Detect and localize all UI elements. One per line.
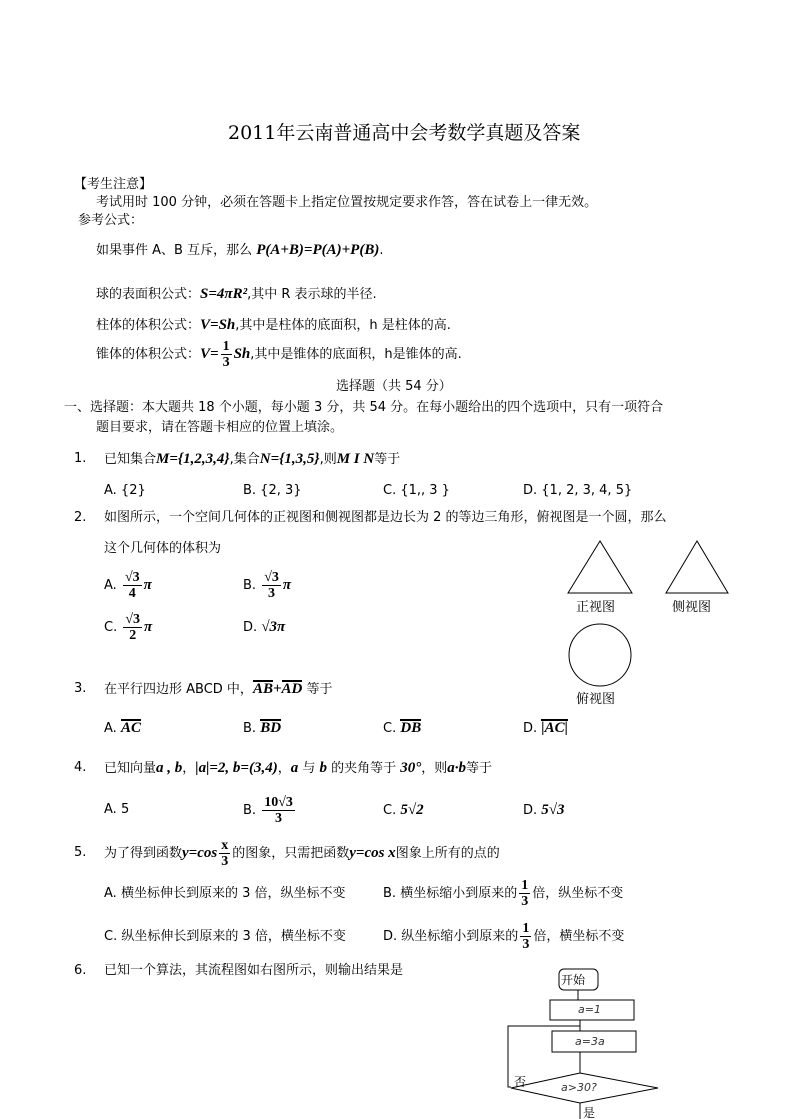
text: ,集合 [229, 452, 260, 467]
label: C. [383, 721, 397, 736]
q2-stem-2: 这个几何体的体积为 [104, 541, 222, 556]
q1-option-a: A. {2} [104, 483, 146, 498]
label: D. [523, 721, 538, 736]
math: N={1,3,5} [259, 451, 320, 467]
label: A. [104, 721, 117, 736]
section-intro-2: 题目要求，请在答题卡相应的位置上填涂。 [96, 420, 344, 435]
flow-yes-label: 是 [583, 1106, 596, 1119]
q5-option-a [104, 885, 345, 903]
q4-option-c [383, 801, 424, 820]
notice-text: 考试用时 100 分钟，必须在答题卡上指定位置按规定要求作答，答在试卷上一律无效。 [96, 195, 598, 210]
q3-number: 3. [74, 681, 87, 696]
numerator: 1 [222, 339, 230, 354]
text: ， [182, 761, 196, 776]
math: y=cos x [349, 845, 396, 861]
math: P(A+B)=P(A)+P(B) [256, 242, 380, 258]
vector: AB [252, 681, 273, 697]
denominator: 3 [268, 586, 276, 601]
text: 与 [298, 761, 320, 776]
numerator: x [221, 838, 229, 853]
text: ,其中 R 表示球的半径. [247, 287, 377, 302]
q3-option-b [243, 719, 281, 738]
text: 等于 [374, 452, 401, 467]
q1-number: 1. [74, 451, 87, 466]
q2-number: 2. [74, 510, 87, 525]
notice-heading: 【考生注意】 [74, 177, 153, 192]
fraction [520, 921, 531, 952]
numerator: √3 [125, 612, 141, 627]
q2-stem: 如图所示，一个空间几何体的正视图和侧视图都是边长为 2 的等边三角形，俯视图是一个圆，那么 [104, 510, 667, 525]
label: A. [104, 802, 117, 817]
text: 纵坐标伸长到原来的 3 倍，横坐标不变 [121, 929, 346, 944]
front-view-triangle [568, 541, 632, 593]
q4-stem [104, 759, 492, 778]
math: a·b [447, 760, 467, 776]
math: V=Sh [200, 317, 236, 333]
math: y=cos [182, 845, 218, 861]
q5-option-b [383, 878, 623, 910]
formula-heading: 参考公式： [78, 213, 144, 228]
q4-number: 4. [74, 760, 87, 775]
label: B. [243, 803, 257, 818]
numerator: √3 [264, 570, 279, 585]
fraction [262, 795, 295, 826]
q1-option-d: D. {1, 2, 3, 4, 5} [523, 483, 633, 498]
fraction [519, 878, 530, 909]
math: S=4πR² [200, 286, 248, 302]
numerator: 10√3 [264, 795, 293, 810]
text: 如果事件 A、B 互斥，那么 [96, 243, 253, 258]
vector: BD [260, 720, 282, 736]
q4-option-a [104, 801, 129, 819]
q5-number: 5. [74, 845, 87, 860]
math: V= [200, 346, 219, 362]
text: 的夹角等于 [327, 761, 401, 776]
math: π [143, 577, 152, 593]
text: 倍，横坐标不变 [533, 929, 625, 944]
q3-stem [104, 680, 333, 699]
q1-option-b: B. {2, 3} [243, 483, 302, 498]
flow-step1-label: a=1 [578, 1003, 601, 1016]
text: 柱体的体积公式： [96, 318, 201, 333]
q4-option-d [523, 801, 565, 820]
text: 的图象，只需把函数 [232, 846, 350, 861]
q5-option-c [104, 928, 346, 946]
text: ,其中是柱体的底面积，h 是柱体的高. [235, 318, 451, 333]
math: 5√2 [400, 802, 424, 818]
math: π [144, 619, 153, 635]
denominator: 3 [521, 894, 529, 909]
numerator: √3 [124, 570, 140, 585]
fraction [219, 838, 230, 869]
numerator: 1 [521, 878, 529, 893]
math: a [290, 760, 299, 776]
label: D. [383, 929, 398, 944]
value: 5 [120, 802, 130, 817]
text: 倍，纵坐标不变 [532, 886, 624, 901]
text: 锥体的体积公式： [96, 347, 201, 362]
vector: AD [281, 681, 303, 697]
flow-condition-label: a>30? [561, 1081, 597, 1094]
text: ， [277, 761, 291, 776]
q5-option-d [383, 921, 624, 953]
front-view-label: 正视图 [576, 600, 616, 615]
text: 图象上所有的点的 [395, 846, 500, 861]
label: B. [243, 721, 257, 736]
page-title: 2011年云南普通高中会考数学真题及答案 [228, 122, 581, 144]
text: 纵坐标缩小到原来的 [401, 929, 519, 944]
text: 球的表面积公式： [96, 287, 201, 302]
text: 已知集合 [104, 452, 157, 467]
denominator: 3 [522, 937, 530, 952]
denominator: 4 [128, 586, 136, 601]
text: 已知向量 [104, 761, 157, 776]
q3-option-c [383, 719, 421, 738]
math: + [272, 681, 282, 697]
section-heading: 选择题（共 54 分） [336, 379, 452, 394]
label: C. [104, 929, 118, 944]
text: 在平行四边形 ABCD 中， [104, 682, 253, 697]
text: 等于 [466, 761, 493, 776]
math: M I N [336, 451, 375, 467]
label: C. [104, 620, 118, 635]
top-view-label: 俯视图 [576, 692, 616, 707]
label: A. [104, 578, 117, 593]
denominator: 2 [129, 628, 137, 643]
math: 30° [400, 760, 422, 776]
math: |a|=2, b=(3,4) [195, 760, 278, 776]
q6-number: 6. [74, 963, 87, 978]
text: . [379, 243, 384, 258]
label: D. [523, 803, 538, 818]
math: M={1,2,3,4} [156, 451, 230, 467]
text: 为了得到函数 [104, 846, 183, 861]
flow-start-label: 开始 [561, 973, 586, 987]
math: 5√3 [541, 802, 565, 818]
top-view-circle [569, 624, 631, 686]
section-intro: 一、选择题：本大题共 18 个小题，每小题 3 分，共 54 分。在每小题给出的四个选项中，只有一项符合 [64, 400, 664, 415]
label: A. [104, 886, 117, 901]
math: b [319, 760, 328, 776]
denominator: 3 [221, 854, 229, 869]
vector: AC [120, 720, 141, 736]
q6-stem: 已知一个算法，其流程图如右图所示，则输出结果是 [104, 963, 404, 978]
text: ,则 [319, 452, 337, 467]
math: π [282, 577, 292, 593]
math: a , b [156, 760, 183, 776]
label: C. [383, 803, 397, 818]
vector: DB [400, 720, 422, 736]
math: Sh [233, 346, 251, 362]
text: ，则 [421, 761, 448, 776]
q5-stem [104, 837, 500, 870]
label: D. [243, 620, 258, 635]
label: B. [243, 578, 257, 593]
side-view-triangle [666, 541, 728, 593]
q3-option-a [104, 719, 141, 738]
q4-option-b [243, 794, 297, 828]
denominator: 3 [275, 811, 283, 826]
text: 等于 [302, 682, 333, 697]
text: 横坐标缩小到原来的 [400, 886, 518, 901]
vector: |AC| [541, 720, 568, 736]
q3-option-d [523, 719, 568, 738]
math: √3π [261, 619, 286, 635]
numerator: 1 [522, 921, 530, 936]
flow-step2-label: a=3a [575, 1035, 605, 1048]
denominator: 3 [222, 355, 230, 370]
label: B. [383, 886, 397, 901]
side-view-label: 侧视图 [672, 600, 712, 615]
text: 横坐标伸长到原来的 3 倍，纵坐标不变 [120, 886, 346, 901]
text: ,其中是锥体的底面积，h是锥体的高. [250, 347, 462, 362]
q1-option-c: C. {1,, 3 } [383, 483, 450, 498]
flow-no-label: 否 [514, 1075, 527, 1089]
